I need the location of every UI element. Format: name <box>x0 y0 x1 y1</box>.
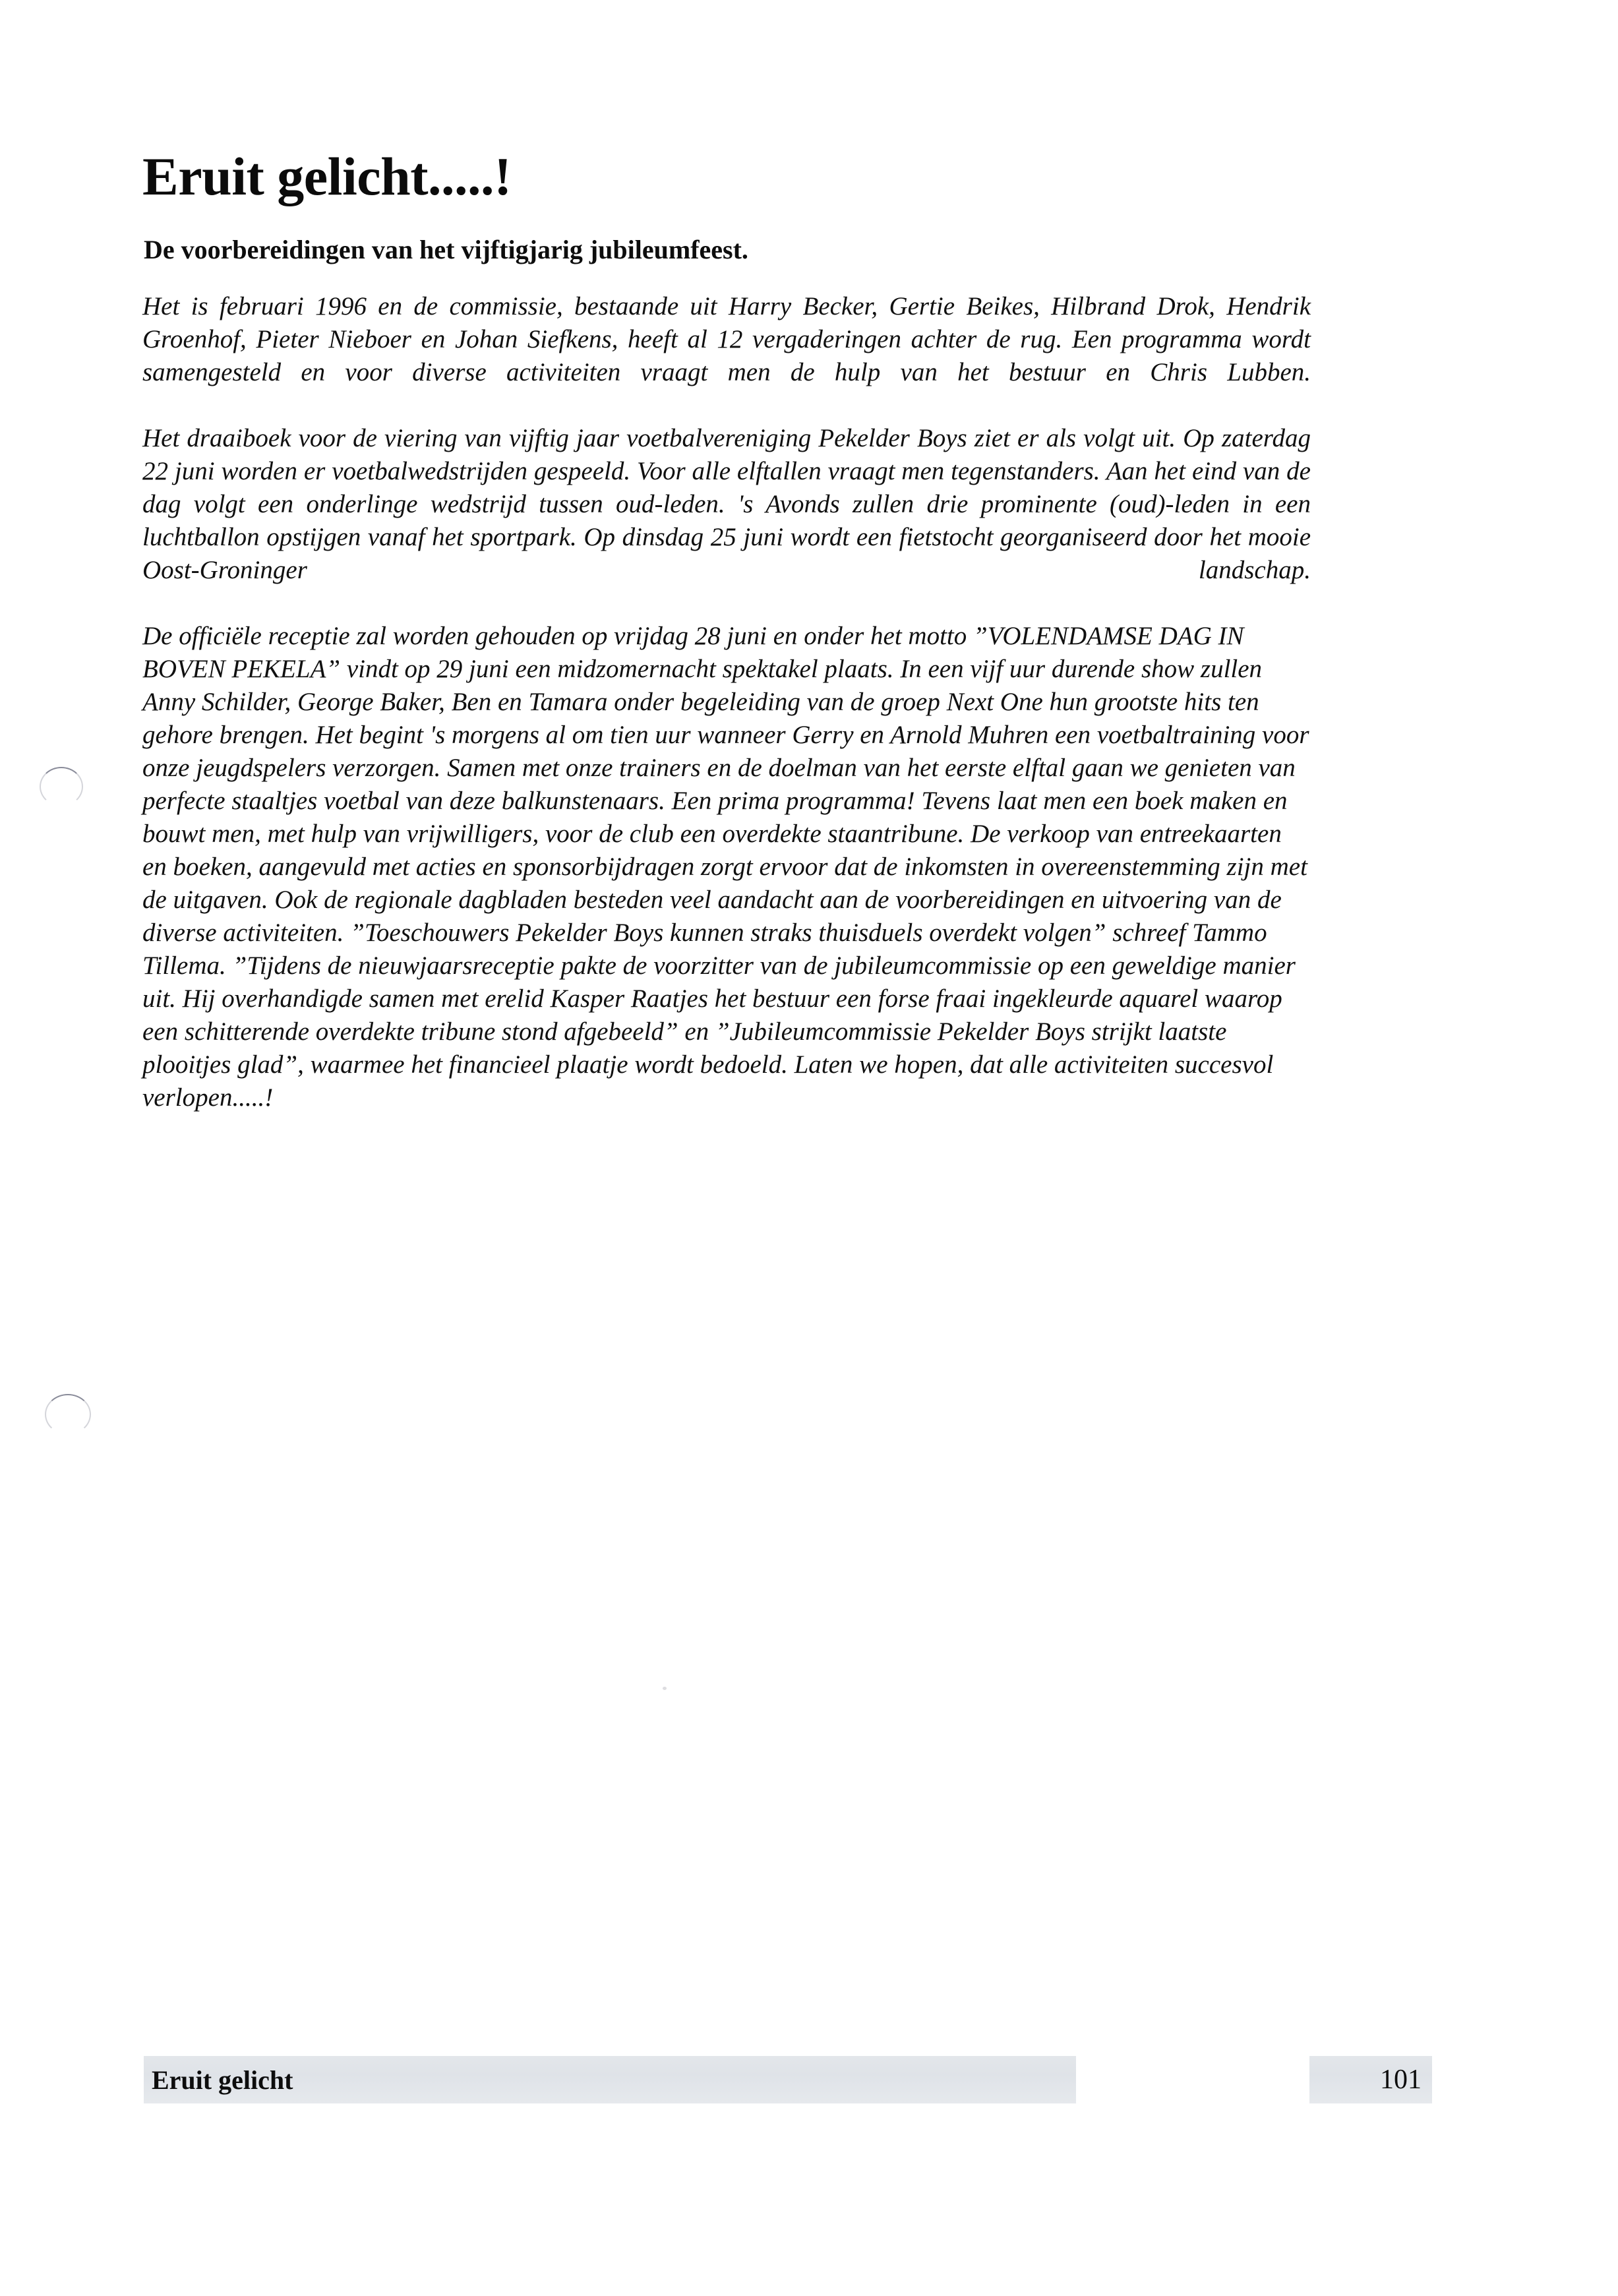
scan-artifact-arc <box>40 767 83 806</box>
article-body <box>142 290 1311 1114</box>
scan-speck <box>1071 665 1074 669</box>
page-number: 101 <box>1380 2065 1422 2095</box>
page-subtitle: De voorbereidingen van het vijftigjarig jubileumfeest. <box>144 235 748 265</box>
scan-artifact-arc <box>45 1394 91 1435</box>
page-title: Eruit gelicht.....! <box>142 146 512 206</box>
article-paragraph: De officiële receptie zal worden gehouden op vrijdag 28 juni en onder het motto ”VOLENDAMSE DAG IN BOVEN PEKELA” vindt op 29 juni een midzomernacht spektakel plaats. In een vijf uur durende show zullen Anny Schilder, George Baker, Ben en Tamara onder begeleiding van de groep Next One hun grootste hits ten gehore brengen. Het begint 's morgens al om tien uur wanneer Gerry en Arnold Muhren een voetbaltraining voor onze jeugdspelers verzorgen. Samen met onze trainers en de doelman van het eerste elftal gaan we genieten van perfecte staaltjes voetbal van deze balkunstenaars. Een prima programma! Tevens laat men een boek maken en bouwt men, met hulp van vrijwilligers, voor de club een overdekte staantribune. De verkoop van entreekaarten en boeken, aangevuld met acties en sponsorbijdragen zorgt ervoor dat de inkomsten in overeenstemming zijn met de uitgaven. Ook de regionale dagbladen besteden veel aandacht aan de voorbereidingen en uitvoering van de diverse activiteiten. ”Toeschouwers Pekelder Boys kunnen straks thuisduels overdekt volgen” schreef Tammo Tillema. ”Tijdens de nieuwjaarsreceptie pakte de voorzitter van de jubileumcommissie op een geweldige manier uit. Hij overhandigde samen met erelid Kasper Raatjes het bestuur een forse fraai ingekleurde aquarel waarop een schitterende overdekte tribune stond afgebeeld” en ”Jubileumcommissie Pekelder Boys strijkt laatste plooitjes glad”, waarmee het financieel plaatje wordt bedoeld. Laten we hopen, dat alle activiteiten succesvol verlopen.....! <box>142 622 1309 1112</box>
scan-speck <box>663 1687 667 1690</box>
article-paragraph: Het is februari 1996 en de commissie, bestaande uit Harry Becker, Gertie Beikes, Hilbrand Drok, Hendrik Groenhof, Pieter Nieboer en Johan Siefkens, heeft al 12 vergaderingen achter de rug. Een programma wordt samengesteld en voor diverse activiteiten vraagt men de hulp van het bestuur en Chris Lubben. <box>142 292 1311 386</box>
footer-section-label: Eruit gelicht <box>152 2065 293 2095</box>
article-paragraph: Het draaiboek voor de viering van vijftig jaar voetbalvereniging Pekelder Boys ziet er als volgt uit. Op zaterdag 22 juni worden er voetbalwedstrijden gespeeld. Voor alle elftallen vraagt men tegenstanders. Aan het eind van de dag volgt een onderlinge wedstrijd tussen oud-leden. 's Avonds zullen drie prominente (oud)-leden in een luchtballon opstijgen vanaf het sportpark. Op dinsdag 25 juni wordt een fietstocht georganiseerd door het mooie Oost-Groninger landschap. <box>142 424 1311 584</box>
